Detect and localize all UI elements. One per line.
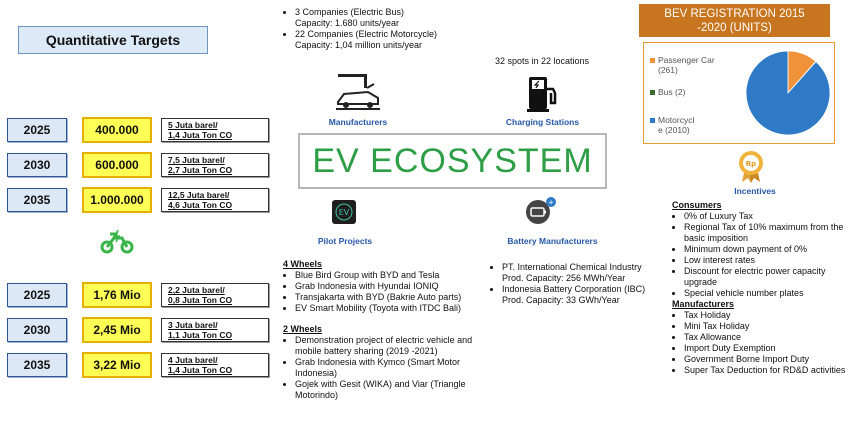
- target-year: 2035: [7, 188, 67, 212]
- list-item: • Import Duty Exemption: [684, 343, 852, 354]
- ev-ecosystem-title: EV ECOSYSTEM: [298, 133, 607, 189]
- target-note-line2: 1,4 Juta Ton CO: [168, 130, 233, 140]
- manufacturer-type: • 22 Companies (Electric Motorcycle): [295, 29, 438, 39]
- legend-value: e (2010): [658, 125, 690, 135]
- legend-value: (261): [658, 65, 678, 75]
- legend-entry: [658, 87, 738, 97]
- charging-stations-label: Charging Stations: [505, 117, 580, 127]
- target-note-line1: 5 Juta barel/: [168, 120, 218, 130]
- svg-text:Rp: Rp: [745, 160, 757, 168]
- bev-title-line2: -2020 (UNITS): [697, 21, 772, 34]
- svg-text:+: +: [548, 198, 554, 207]
- list-item: • 0% of Luxury Tax: [684, 211, 852, 222]
- legend-entry: [658, 115, 738, 135]
- list-item: • EV Smart Mobility (Toyota with ITDC Bali): [295, 303, 493, 314]
- target-note-line1: 7,5 Juta barel/: [168, 155, 225, 165]
- manufacturer-capacity: Capacity: 1.680 units/year: [295, 18, 400, 28]
- target-year: 2025: [7, 283, 67, 307]
- list-item: • Minimum down payment of 0%: [684, 244, 852, 255]
- legend-entry: [658, 55, 738, 75]
- consumers-heading: Consumers: [672, 200, 722, 210]
- list-item: • Regional Tax of 10% maximum from the basic imposition: [684, 222, 852, 244]
- manufacturer-capacity: Capacity: 1,04 million units/year: [295, 40, 423, 50]
- list-item: • Blue Bird Group with BYD and Tesla: [295, 270, 493, 281]
- quantitative-targets-title: Quantitative Targets: [18, 26, 208, 54]
- incentives-list: [672, 200, 852, 376]
- manufacturer-type: • 3 Companies (Electric Bus): [295, 7, 405, 17]
- target-value: 400.000: [82, 117, 152, 143]
- bev-registration-title: [639, 4, 830, 37]
- target-value: 1.000.000: [82, 187, 152, 213]
- target-value: 600.000: [82, 152, 152, 178]
- list-item: • Tax Holiday: [684, 310, 852, 321]
- list-item: • Transjakarta with BYD (Bakrie Auto parts): [295, 292, 493, 303]
- legend-swatch: [650, 90, 655, 95]
- target-note-line1: 4 Juta barel/: [168, 355, 218, 365]
- target-note-line1: 12,5 Juta barel/: [168, 190, 230, 200]
- target-note: [161, 118, 269, 142]
- charging-info: 32 spots in 22 locations: [495, 56, 590, 66]
- legend-swatch: [650, 58, 655, 63]
- pie-legend: [648, 51, 738, 141]
- target-note: [161, 353, 269, 377]
- legend-label: Bus (2): [658, 87, 686, 97]
- target-note: [161, 318, 269, 342]
- two-wheels-heading: 2 Wheels: [283, 324, 323, 334]
- target-value: 2,45 Mio: [82, 317, 152, 343]
- target-note-line2: 2,7 Juta Ton CO: [168, 165, 233, 175]
- list-item: • Demonstration project of electric vehicle and mobile battery sharing (2019 -2021): [295, 335, 493, 357]
- battery-manufacturers-label: Battery Manufacturers: [507, 236, 598, 246]
- target-value: 3,22 Mio: [82, 352, 152, 378]
- target-note: [161, 153, 269, 177]
- legend-label: Motorcycl: [658, 115, 695, 125]
- list-item: • Super Tax Deduction for RD&D activities: [684, 365, 852, 376]
- legend-swatch: [650, 118, 655, 123]
- car-factory-icon: [334, 72, 384, 112]
- target-note-line2: 1,1 Juta Ton CO: [168, 330, 233, 340]
- four-wheels-heading: 4 Wheels: [283, 259, 323, 269]
- manufacturers-label: Manufacturers: [328, 117, 388, 127]
- bev-title-line1: BEV REGISTRATION 2015: [664, 7, 805, 20]
- list-item: • Indonesia Battery Corporation (IBC) Prod. Capacity: 33 GWh/Year: [502, 284, 660, 306]
- incentives-medal-icon: [736, 150, 766, 184]
- list-item: • Mini Tax Holiday: [684, 321, 852, 332]
- svg-text:EV: EV: [338, 208, 350, 217]
- target-year: 2035: [7, 353, 67, 377]
- pilot-projects-list: [283, 259, 493, 401]
- pilot-projects-label: Pilot Projects: [317, 236, 373, 246]
- target-note: [161, 188, 269, 212]
- incentives-label: Incentives: [734, 186, 776, 196]
- pie-slice-motorcycle: [746, 51, 830, 135]
- target-note-line2: 0,8 Juta Ton CO: [168, 295, 233, 305]
- charging-station-icon: [525, 73, 561, 113]
- list-item: • Low interest rates: [684, 255, 852, 266]
- manufacturer-capacity-item: [295, 7, 483, 29]
- list-item: • Grab Indonesia with Kymco (Smart Motor Indonesia): [295, 357, 493, 379]
- manufacturer-capacity-item: [295, 29, 483, 51]
- list-item: • Tax Allowance: [684, 332, 852, 343]
- bev-chart-panel: [643, 42, 835, 144]
- target-year: 2030: [7, 318, 67, 342]
- list-item: • PT. International Chemical Industry Prod. Capacity: 256 MWh/Year: [502, 262, 660, 284]
- list-item: • Gojek with Gesit (WIKA) and Viar (Triangle Motorindo): [295, 379, 493, 401]
- list-item: • Special vehicle number plates: [684, 288, 852, 299]
- target-value: 1,76 Mio: [82, 282, 152, 308]
- incentive-manufacturers-heading: Manufacturers: [672, 299, 735, 309]
- target-note-line1: 2,2 Juta barel/: [168, 285, 225, 295]
- target-year: 2030: [7, 153, 67, 177]
- target-note-line2: 1,4 Juta Ton CO: [168, 365, 233, 375]
- bev-pie-chart: [744, 49, 832, 137]
- target-note: [161, 283, 269, 307]
- ev-badge-icon: [332, 200, 356, 224]
- list-item: • Grab Indonesia with Hyundai IONIQ: [295, 281, 493, 292]
- battery-icon: [524, 196, 558, 226]
- legend-label: Passenger Car: [658, 55, 715, 65]
- list-item: • Discount for electric power capacity upgrade: [684, 266, 852, 288]
- list-item: • Government Borne Import Duty: [684, 354, 852, 365]
- target-note-line1: 3 Juta barel/: [168, 320, 218, 330]
- target-year: 2025: [7, 118, 67, 142]
- manufacturers-capacity-list: [283, 7, 483, 51]
- battery-manufacturers-list: [490, 262, 660, 306]
- electric-motorcycle-icon: [100, 228, 134, 254]
- target-note-line2: 4,6 Juta Ton CO: [168, 200, 233, 210]
